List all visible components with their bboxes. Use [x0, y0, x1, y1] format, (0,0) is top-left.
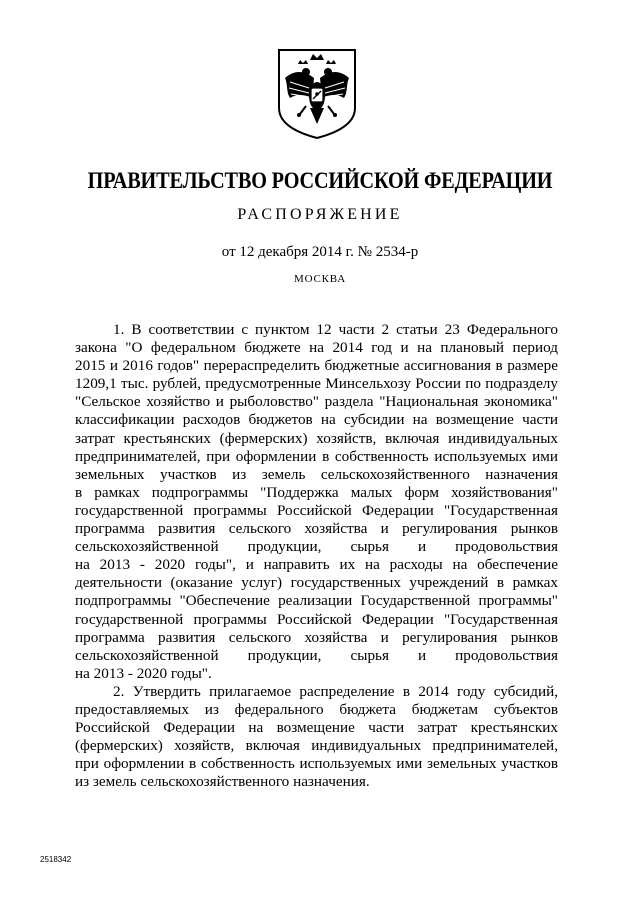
document-title: ПРАВИТЕЛЬСТВО РОССИЙСКОЙ ФЕДЕРАЦИИ — [87, 168, 553, 193]
body-line: (фермерских) хозяйств, включая индивидуальных предпринимателей, — [75, 737, 558, 755]
body-line: сельскохозяйственной продукции, сырья и продовольствия — [75, 646, 558, 664]
body-line: государственной программы Российской Федерации "Государственная — [75, 610, 558, 628]
body-line: государственной программы Российской Федерации "Государственная — [75, 501, 558, 519]
body-line: Российской Федерации на возмещение части затрат крестьянских — [75, 719, 558, 737]
body-line: подпрограммы "Обеспечение реализации Государственной программы" — [75, 592, 558, 610]
document-city: МОСКВА — [294, 273, 346, 285]
body-line: деятельности (оказание услуг) государственных учреждений в рамках — [75, 574, 558, 592]
body-line: земельных участков из земель сельскохозяйственного назначения — [75, 465, 558, 483]
body-line: в рамках подпрограммы "Поддержка малых форм хозяйствования" — [75, 483, 558, 501]
document-code: 2518342 — [40, 855, 72, 864]
body-line: предпринимателей, при оформлении в собственность используемых ими — [75, 447, 558, 465]
body-line: классификации расходов бюджетов на субсидии на возмещение части — [75, 411, 558, 429]
body-line: 2. Утвердить прилагаемое распределение в 2014 году субсидий, — [113, 682, 558, 700]
body-line: "Сельское хозяйство и рыболовство" раздела "Национальная экономика" — [75, 393, 558, 411]
body-line: программа развития сельского хозяйства и регулирования рынков — [75, 628, 558, 646]
document-body — [75, 321, 558, 791]
body-line: из земель сельскохозяйственного назначения. — [75, 773, 370, 791]
body-line: на 2013 - 2020 годы". — [75, 664, 212, 682]
body-line: затрат крестьянских (фермерских) хозяйств, включая индивидуальных — [75, 429, 558, 447]
body-line: 1209,1 тыс. рублей, предусмотренные Минсельхозу России по подразделу — [75, 375, 558, 393]
body-line: 2015 и 2016 годов" перераспределить бюджетные ассигнования в размере — [75, 357, 558, 375]
coat-of-arms-emblem — [276, 48, 358, 140]
body-line: сельскохозяйственной продукции, сырья и продовольствия — [75, 538, 558, 556]
body-line: закона "О федеральном бюджете на 2014 год и на плановый период — [75, 339, 558, 357]
body-line: программа развития сельского хозяйства и регулирования рынков — [75, 520, 558, 538]
body-line: предоставляемых из федерального бюджета бюджетам субъектов — [75, 700, 558, 718]
body-line: при оформлении в собственность используемых ими земельных участков — [75, 755, 558, 773]
document-date-number: от 12 декабря 2014 г. № 2534-р — [221, 244, 419, 260]
body-line: 1. В соответствии с пунктом 12 части 2 статьи 23 Федерального — [113, 321, 558, 338]
body-line: на 2013 - 2020 годы", и направить их на расходы на обеспечение — [75, 556, 558, 574]
document-type: РАСПОРЯЖЕНИЕ — [237, 206, 403, 223]
